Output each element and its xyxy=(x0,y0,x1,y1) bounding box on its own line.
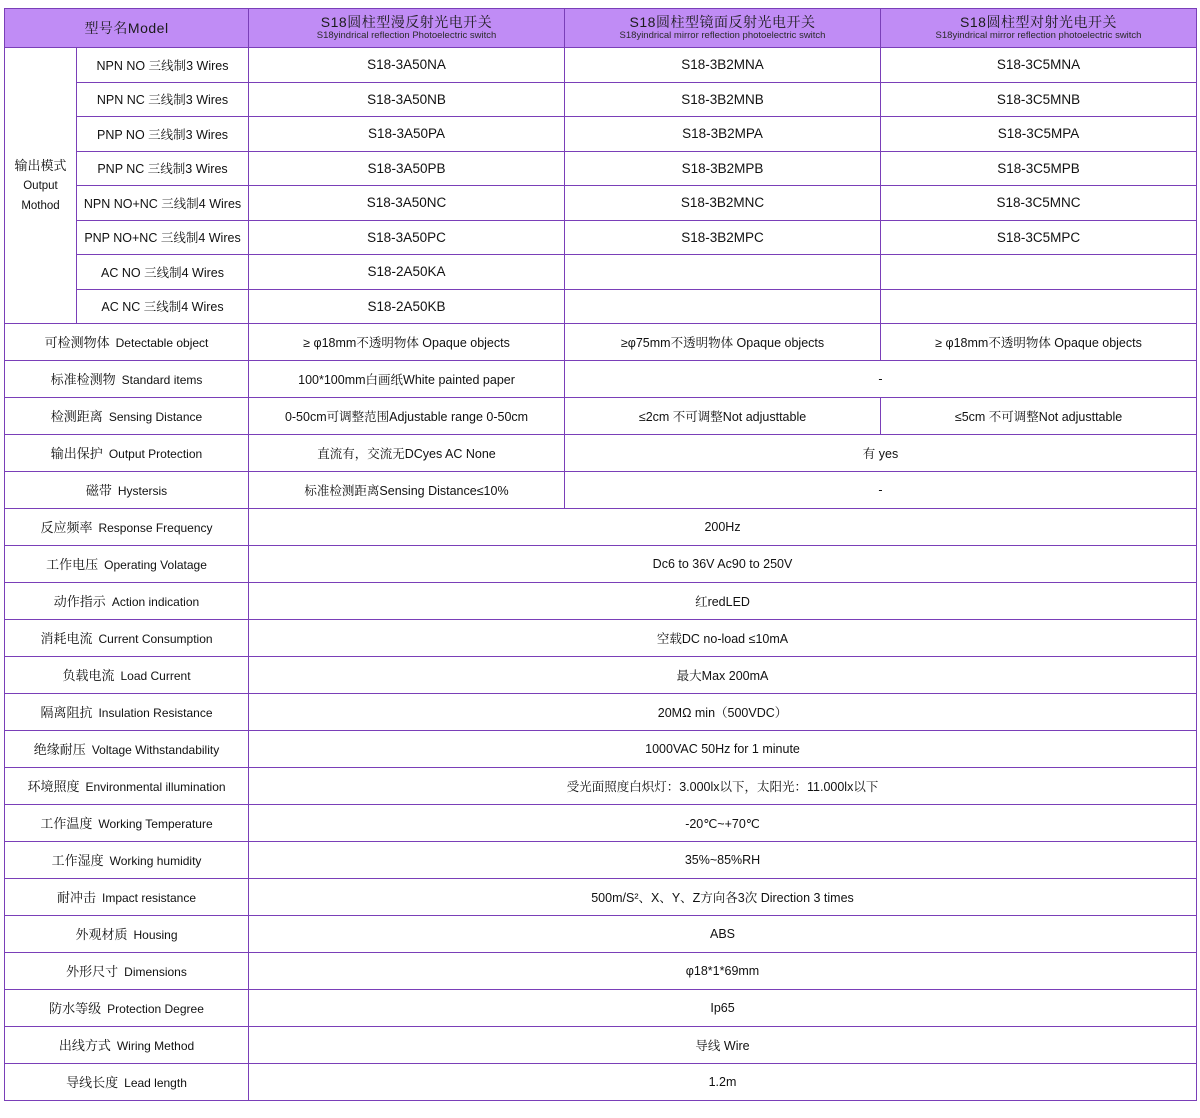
spec-value-col2: - xyxy=(565,361,1197,398)
spec-label-en: Housing xyxy=(133,928,178,942)
output-mode-name: AC NO 三线制4 Wires xyxy=(77,255,249,290)
table-row xyxy=(5,1064,1197,1101)
spec-label-en: Working humidity xyxy=(109,854,202,868)
table-row xyxy=(5,186,1197,221)
spec-label-en: Environmental illumination xyxy=(85,780,226,794)
table-row xyxy=(5,768,1197,805)
spec-value-col1: 标准检测距离Sensing Distance≤10% xyxy=(249,472,565,509)
header-column-1-en: S18yindrical reflection Photoelectric switch xyxy=(316,29,497,41)
table-row xyxy=(5,546,1197,583)
table-row xyxy=(5,620,1197,657)
spec-value-all: Ip65 xyxy=(249,990,1197,1027)
table-row xyxy=(5,916,1197,953)
table-row xyxy=(5,82,1197,117)
spec-value-all: 受光面照度白炽灯：3.000lx以下，太阳光：11.000lx以下 xyxy=(249,768,1197,805)
spec-value-col1: ≥ φ18mm不透明物体 Opaque objects xyxy=(249,324,565,361)
spec-label-en: Standard items xyxy=(121,373,203,387)
model-code-col1: S18-2A50KA xyxy=(249,255,565,290)
spec-label-en: Lead length xyxy=(124,1076,187,1090)
header-column-2-zh: S18圆柱型镜面反射光电开关 xyxy=(629,14,816,31)
spec-label-en: Output Protection xyxy=(108,447,203,461)
spec-label-zh: 磁带 xyxy=(85,483,112,498)
table-row xyxy=(5,1027,1197,1064)
header-column-2 xyxy=(565,9,881,48)
spec-label-zh: 工作电压 xyxy=(46,557,99,572)
table-row xyxy=(5,289,1197,324)
spec-label xyxy=(5,472,249,509)
spec-label-en: Current Consumption xyxy=(98,632,213,646)
spec-label xyxy=(5,546,249,583)
model-code-col3: S18-3C5MPC xyxy=(881,220,1197,255)
spec-label-en: Load Current xyxy=(120,669,191,683)
spec-label-en: Wiring Method xyxy=(116,1039,195,1053)
table-row xyxy=(5,324,1197,361)
table-row xyxy=(5,398,1197,435)
output-mode-name: NPN NC 三线制3 Wires xyxy=(77,82,249,117)
table-row xyxy=(5,435,1197,472)
spec-label-en: Operating Volatage xyxy=(104,558,207,572)
output-mode-name: NPN NO 三线制3 Wires xyxy=(77,48,249,83)
model-code-col1: S18-3A50PB xyxy=(249,151,565,186)
spec-value-all: 最大Max 200mA xyxy=(249,657,1197,694)
model-code-col3 xyxy=(881,255,1197,290)
spec-label xyxy=(5,768,249,805)
spec-label xyxy=(5,583,249,620)
spec-value-col2: ≥φ75mm不透明物体 Opaque objects xyxy=(565,324,881,361)
spec-label xyxy=(5,620,249,657)
spec-value-all: 200Hz xyxy=(249,509,1197,546)
spec-value-all: 1.2m xyxy=(249,1064,1197,1101)
spec-label-zh: 工作温度 xyxy=(40,816,93,831)
table-row xyxy=(5,657,1197,694)
table-row xyxy=(5,990,1197,1027)
header-column-3 xyxy=(881,9,1197,48)
table-row xyxy=(5,255,1197,290)
model-code-col2: S18-3B2MNA xyxy=(565,48,881,83)
spec-value-all: ABS xyxy=(249,916,1197,953)
spec-label xyxy=(5,731,249,768)
model-code-col2: S18-3B2MPA xyxy=(565,117,881,152)
spec-label-en: Response Frequency xyxy=(98,521,213,535)
table-row xyxy=(5,48,1197,83)
spec-label-zh: 输出保护 xyxy=(50,446,103,461)
header-column-2-en: S18yindrical mirror reflection photoelectric switch xyxy=(619,29,826,41)
header-column-3-zh: S18圆柱型对射光电开关 xyxy=(960,14,1117,31)
spec-value-col1: 0-50cm可调整范围Adjustable range 0-50cm xyxy=(249,398,565,435)
table-row xyxy=(5,509,1197,546)
spec-label-zh: 可检测物体 xyxy=(44,335,110,350)
table-row xyxy=(5,151,1197,186)
header-column-1-zh: S18圆柱型漫反射光电开关 xyxy=(320,14,493,31)
spec-label xyxy=(5,398,249,435)
spec-label-zh: 负载电流 xyxy=(62,668,115,683)
output-mode-name: NPN NO+NC 三线制4 Wires xyxy=(77,186,249,221)
spec-label-en: Protection Degree xyxy=(107,1002,204,1016)
spec-label-zh: 绝缘耐压 xyxy=(33,742,86,757)
spec-label-zh: 外观材质 xyxy=(75,927,128,942)
spec-value-all: φ18*1*69mm xyxy=(249,953,1197,990)
spec-label-zh: 环境照度 xyxy=(27,779,80,794)
model-code-col3: S18-3C5MNC xyxy=(881,186,1197,221)
spec-value-all: 导线 Wire xyxy=(249,1027,1197,1064)
table-row xyxy=(5,731,1197,768)
spec-label-zh: 防水等级 xyxy=(49,1001,102,1016)
spec-label-en: Insulation Resistance xyxy=(98,706,213,720)
spec-value-col2: - xyxy=(565,472,1197,509)
table-row xyxy=(5,953,1197,990)
table-row xyxy=(5,117,1197,152)
spec-label xyxy=(5,657,249,694)
table-row xyxy=(5,805,1197,842)
table-row xyxy=(5,694,1197,731)
spec-label xyxy=(5,916,249,953)
model-code-col3: S18-3C5MNB xyxy=(881,82,1197,117)
output-mode-en: Output Mothod xyxy=(21,180,60,212)
spec-label xyxy=(5,842,249,879)
spec-label-zh: 导线长度 xyxy=(66,1075,119,1090)
table-row xyxy=(5,220,1197,255)
spec-value-all: 35%~85%RH xyxy=(249,842,1197,879)
header-column-1 xyxy=(249,9,565,48)
output-mode-name: PNP NO+NC 三线制4 Wires xyxy=(77,220,249,255)
model-code-col1: S18-3A50PC xyxy=(249,220,565,255)
specification-table xyxy=(4,8,1197,1101)
output-mode-name: PNP NC 三线制3 Wires xyxy=(77,151,249,186)
model-code-col2: S18-3B2MPB xyxy=(565,151,881,186)
spec-label xyxy=(5,990,249,1027)
table-row xyxy=(5,361,1197,398)
model-code-col1: S18-3A50PA xyxy=(249,117,565,152)
spec-label-en: Action indication xyxy=(111,595,200,609)
spec-label-zh: 隔离阻抗 xyxy=(40,705,93,720)
spec-value-all: 空载DC no-load ≤10mA xyxy=(249,620,1197,657)
output-mode-zh: 输出模式 xyxy=(14,157,67,173)
table-row xyxy=(5,583,1197,620)
table-header-row xyxy=(5,9,1197,48)
spec-label-en: Detectable object xyxy=(115,336,209,350)
model-code-col3: S18-3C5MPB xyxy=(881,151,1197,186)
header-model-label: 型号名Model xyxy=(84,19,169,36)
model-code-col1: S18-2A50KB xyxy=(249,289,565,324)
table-row xyxy=(5,842,1197,879)
spec-label-en: Working Temperature xyxy=(98,817,213,831)
spec-label xyxy=(5,879,249,916)
output-mode-name: PNP NO 三线制3 Wires xyxy=(77,117,249,152)
spec-label-zh: 外形尺寸 xyxy=(66,964,119,979)
model-code-col3: S18-3C5MNA xyxy=(881,48,1197,83)
spec-value-col3: ≤5cm 不可调整Not adjusttable xyxy=(881,398,1197,435)
spec-value-all: -20℃~+70℃ xyxy=(249,805,1197,842)
spec-label-zh: 出线方式 xyxy=(58,1038,111,1053)
header-column-3-en: S18yindrical mirror reflection photoelectric switch xyxy=(935,29,1142,41)
spec-value-col1: 100*100mm白画纸White painted paper xyxy=(249,361,565,398)
model-code-col3 xyxy=(881,289,1197,324)
spec-label xyxy=(5,324,249,361)
spec-label-en: Voltage Withstandability xyxy=(91,743,220,757)
model-code-col3: S18-3C5MPA xyxy=(881,117,1197,152)
model-code-col2 xyxy=(565,289,881,324)
spec-value-all: 500m/S²、X、Y、Z方向各3次 Direction 3 times xyxy=(249,879,1197,916)
spec-label xyxy=(5,805,249,842)
model-code-col2: S18-3B2MPC xyxy=(565,220,881,255)
table-row xyxy=(5,879,1197,916)
spec-label-zh: 动作指示 xyxy=(53,594,106,609)
model-code-col2: S18-3B2MNB xyxy=(565,82,881,117)
spec-label xyxy=(5,435,249,472)
spec-label xyxy=(5,953,249,990)
spec-label xyxy=(5,361,249,398)
spec-label-zh: 耐冲击 xyxy=(56,890,96,905)
output-mode-name: AC NC 三线制4 Wires xyxy=(77,289,249,324)
table-row xyxy=(5,472,1197,509)
spec-label-en: Dimensions xyxy=(124,965,187,979)
spec-label xyxy=(5,1064,249,1101)
spec-value-all: 1000VAC 50Hz for 1 minute xyxy=(249,731,1197,768)
spec-label xyxy=(5,694,249,731)
spec-label xyxy=(5,509,249,546)
model-code-col2 xyxy=(565,255,881,290)
spec-label xyxy=(5,1027,249,1064)
spec-value-all: 红redLED xyxy=(249,583,1197,620)
spec-label-en: Hystersis xyxy=(117,484,168,498)
spec-label-zh: 工作湿度 xyxy=(51,853,104,868)
model-code-col1: S18-3A50NA xyxy=(249,48,565,83)
spec-label-en: Impact resistance xyxy=(101,891,197,905)
spec-label-zh: 反应频率 xyxy=(40,520,93,535)
header-model xyxy=(5,9,249,48)
spec-label-zh: 标准检测物 xyxy=(50,372,116,387)
spec-value-all: 20MΩ min（500VDC） xyxy=(249,694,1197,731)
model-code-col2: S18-3B2MNC xyxy=(565,186,881,221)
spec-value-all: Dc6 to 36V Ac90 to 250V xyxy=(249,546,1197,583)
spec-value-col3: ≥ φ18mm不透明物体 Opaque objects xyxy=(881,324,1197,361)
spec-label-en: Sensing Distance xyxy=(108,410,203,424)
output-mode-label xyxy=(5,48,77,324)
spec-value-col2: ≤2cm 不可调整Not adjusttable xyxy=(565,398,881,435)
model-code-col1: S18-3A50NC xyxy=(249,186,565,221)
spec-label-zh: 消耗电流 xyxy=(40,631,93,646)
spec-label-zh: 检测距离 xyxy=(50,409,103,424)
model-code-col1: S18-3A50NB xyxy=(249,82,565,117)
spec-value-col1: 直流有，交流无DCyes AC None xyxy=(249,435,565,472)
spec-value-col2: 有 yes xyxy=(565,435,1197,472)
